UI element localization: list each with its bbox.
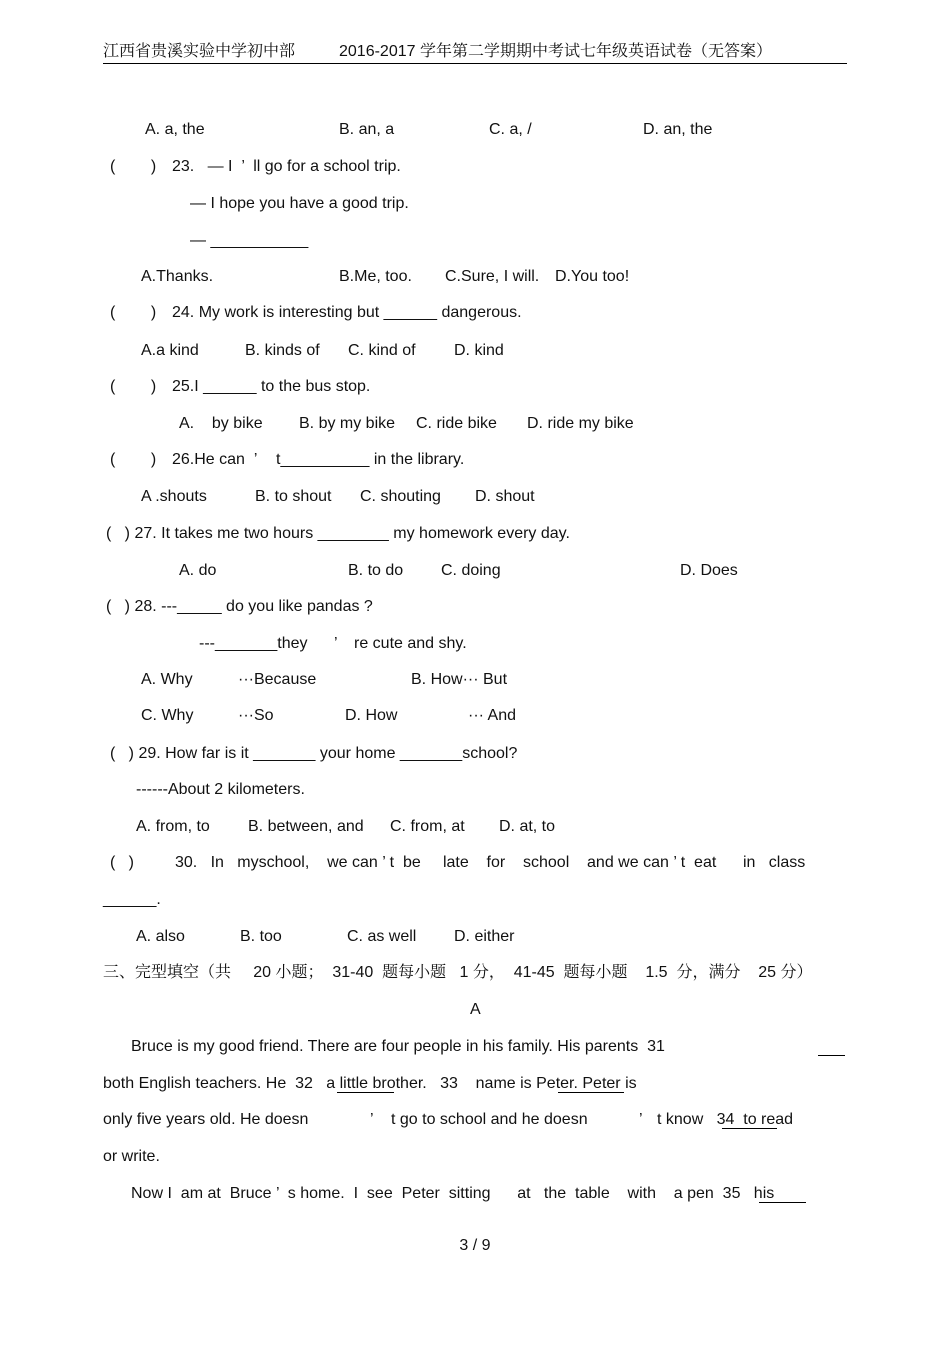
q30-option-d: D. either: [454, 928, 515, 945]
q28-dialog-line2-part2: ’: [334, 635, 338, 652]
q26-option-c: C. shouting: [360, 488, 441, 505]
q23-answer-paren: ( ): [110, 158, 157, 175]
header-exam-title: 2016-2017 学年第二学期期中考试七年级英语试卷（无答案）: [339, 43, 772, 60]
q27-stem: ( ) 27. It takes me two hours ________ my homework every day.: [106, 525, 570, 542]
passage-line3-part1: only five years old. He doesn: [103, 1111, 309, 1128]
q27-option-b: B. to do: [348, 562, 404, 579]
q27-option-d: D. Does: [680, 562, 738, 579]
passage-line5: Now I am at Bruce ’ s home. I see Peter sitting at the table with a pen 35 his: [131, 1185, 775, 1202]
q23-stem: 23. — I ’ ll go for a school trip.: [172, 158, 401, 175]
passage-line3-part5: t know 34 to read: [657, 1111, 794, 1128]
passage-line2: both English teachers. He 32 a little brother. 33 name is Peter. Peter is: [103, 1075, 637, 1092]
q30-option-b: B. too: [240, 928, 282, 945]
q24-option-a: A.a kind: [141, 342, 199, 359]
q27-option-a: A. do: [179, 562, 217, 579]
q25-option-d: D. ride my bike: [527, 415, 634, 432]
q28-dialog-line2-part1: ---_______they: [199, 635, 308, 652]
passage-line4: or write.: [103, 1148, 160, 1165]
q24-option-c: C. kind of: [348, 342, 416, 359]
q28-option-c-part1: C. Why: [141, 707, 194, 724]
q28-option-d-part1: D. How: [345, 707, 398, 724]
section3-part-label: A: [470, 1001, 481, 1018]
q24-option-d: D. kind: [454, 342, 504, 359]
q28-option-a-part2: ···Because: [238, 671, 317, 688]
q29-option-c: C. from, at: [390, 818, 465, 835]
q26-stem-part1: 26.He can ’: [172, 451, 258, 468]
q28-dialog-line2-part3: re cute and shy.: [354, 635, 467, 652]
passage-underline-peter: [558, 1092, 624, 1093]
q22-option-d: D. an, the: [643, 121, 713, 138]
q26-answer-paren: ( ): [110, 451, 157, 468]
q28-stem: ( ) 28. ---_____ do you like pandas ?: [106, 598, 373, 615]
q26-stem-part2: t__________ in the library.: [276, 451, 465, 468]
passage-underline-34: [722, 1128, 777, 1129]
q30-answer-paren: ( ): [110, 854, 134, 871]
q28-option-b: B. How··· But: [411, 671, 508, 688]
q29-option-b: B. between, and: [248, 818, 364, 835]
page-header: [103, 38, 847, 61]
q25-option-a: A. by bike: [179, 415, 263, 432]
q30-stem: 30. In myschool, we can ’ t be late for school and we can ’ t eat in class: [175, 854, 806, 871]
header-rule: [103, 63, 847, 64]
passage-underline-35: [759, 1202, 806, 1203]
q29-stem: ( ) 29. How far is it _______ your home _______school?: [110, 745, 518, 762]
page-number: 3 / 9: [459, 1237, 491, 1254]
q22-option-c: C. a, /: [489, 121, 532, 138]
passage-underline-a-little: [337, 1092, 394, 1093]
q23-option-c: C.Sure, I will.: [445, 268, 540, 285]
q23-dialog-line2: — I hope you have a good trip.: [190, 195, 409, 212]
q30-stem-blank: ______.: [103, 891, 161, 908]
q25-option-c: C. ride bike: [416, 415, 497, 432]
q26-option-a: A .shouts: [141, 488, 207, 505]
passage-line3-part4: ’: [639, 1111, 643, 1128]
q24-answer-paren: ( ): [110, 304, 157, 321]
q30-option-a: A. also: [136, 928, 185, 945]
passage-line1: Bruce is my good friend. There are four people in his family. His parents 31: [131, 1038, 665, 1055]
passage-line3-part3: t go to school and he doesn: [391, 1111, 588, 1128]
header-school: 江西省贵溪实验中学初中部: [103, 43, 296, 60]
q29-option-a: A. from, to: [136, 818, 210, 835]
q29-option-d: D. at, to: [499, 818, 556, 835]
q23-option-a: A.Thanks.: [141, 268, 214, 285]
q28-option-a-part1: A. Why: [141, 671, 193, 688]
q23-option-b: B.Me, too.: [339, 268, 412, 285]
q26-option-b: B. to shout: [255, 488, 332, 505]
q28-option-c-part2: ···So: [238, 707, 274, 724]
q23-dialog-line3: — ___________: [190, 232, 309, 249]
q23-option-d: D.You too!: [555, 268, 630, 285]
section3-heading: 三、完型填空（共 20 小题； 31-40 题每小题 1 分， 41-45 题每小题 1.5 分，满分 25 分）: [103, 964, 813, 981]
q30-option-c: C. as well: [347, 928, 417, 945]
passage-blank-31-line: [818, 1055, 845, 1056]
q22-option-a: A. a, the: [145, 121, 205, 138]
passage-line3-part2: ’: [370, 1111, 374, 1128]
q29-dialog-line2: ------About 2 kilometers.: [136, 781, 305, 798]
q24-option-b: B. kinds of: [245, 342, 320, 359]
q22-option-b: B. an, a: [339, 121, 395, 138]
q25-stem: 25.I ______ to the bus stop.: [172, 378, 371, 395]
q27-option-c: C. doing: [441, 562, 501, 579]
q25-answer-paren: ( ): [110, 378, 157, 395]
q26-option-d: D. shout: [475, 488, 535, 505]
q24-stem: 24. My work is interesting but ______ dangerous.: [172, 304, 522, 321]
q28-option-d-part2: ··· And: [468, 707, 517, 724]
q25-option-b: B. by my bike: [299, 415, 396, 432]
